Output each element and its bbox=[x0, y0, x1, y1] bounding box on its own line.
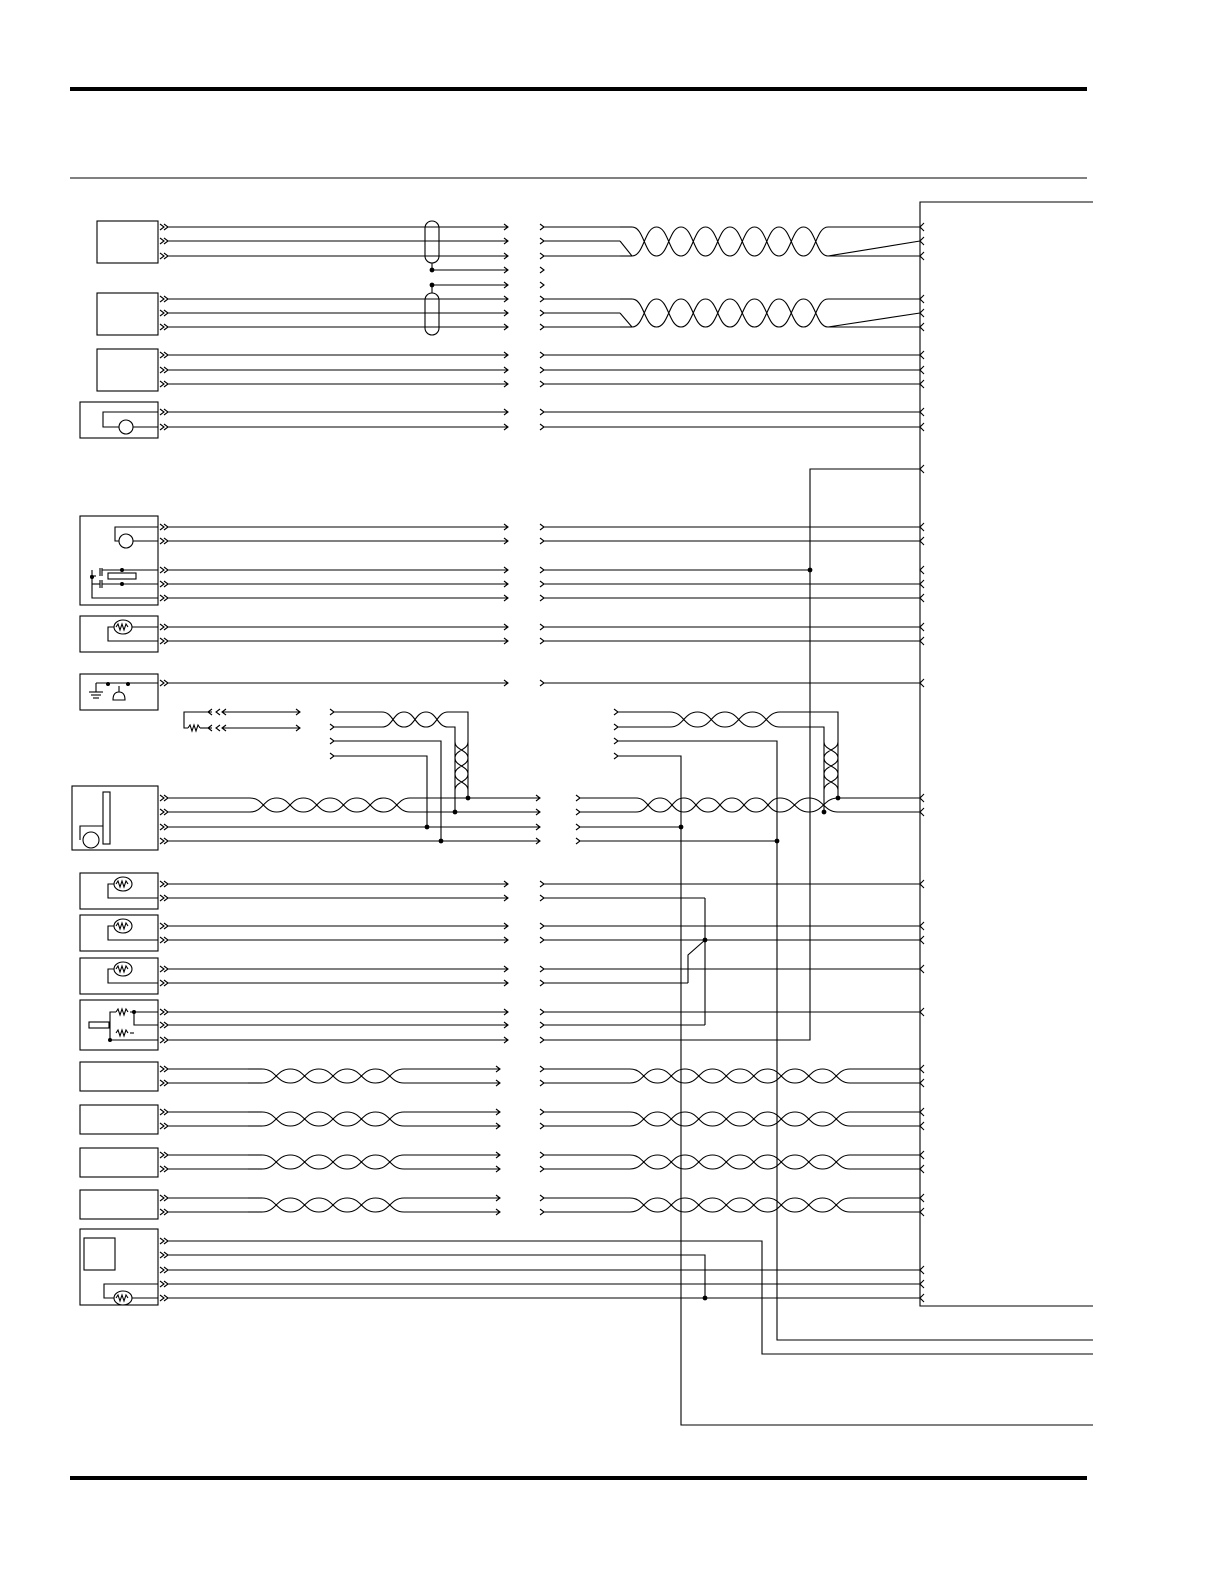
twisted-pair bbox=[262, 1155, 404, 1169]
connector-chevron bbox=[540, 1037, 544, 1043]
module-pin bbox=[920, 309, 924, 317]
wire bbox=[828, 313, 920, 327]
wire bbox=[620, 313, 632, 327]
connector-chevron bbox=[614, 709, 618, 715]
connector-chevron bbox=[540, 267, 544, 273]
connector-chevron bbox=[540, 1209, 544, 1215]
pin-chevron bbox=[160, 980, 168, 986]
pin-chevron bbox=[160, 937, 168, 943]
pin-chevron bbox=[160, 1123, 168, 1129]
wire bbox=[620, 241, 632, 256]
junction-dot bbox=[775, 839, 780, 844]
motor-unit bbox=[72, 786, 158, 850]
module-pin bbox=[920, 623, 924, 631]
connector-chevron bbox=[540, 538, 544, 544]
module-pin bbox=[920, 237, 924, 245]
connector-chevron bbox=[576, 824, 580, 830]
pin-chevron bbox=[160, 1267, 168, 1273]
pin-chevron bbox=[160, 1195, 168, 1201]
pin-chevron bbox=[160, 324, 168, 330]
pin-chevron bbox=[160, 409, 168, 415]
pin-chevron bbox=[160, 624, 168, 630]
combo-sensor bbox=[80, 1229, 158, 1305]
sensor-box-2 bbox=[97, 293, 158, 335]
module-pin bbox=[920, 223, 924, 231]
junction-dot bbox=[679, 825, 684, 830]
module-pin bbox=[920, 566, 924, 574]
connector-chevron bbox=[540, 937, 544, 943]
connector-chevron bbox=[540, 238, 544, 244]
connector-chevron bbox=[540, 253, 544, 259]
module-pin bbox=[920, 366, 924, 374]
pin-chevron bbox=[160, 1080, 168, 1086]
pin-chevron bbox=[160, 923, 168, 929]
wire-harness bbox=[168, 221, 1093, 1425]
connector-pins bbox=[160, 223, 924, 1302]
module-pin bbox=[920, 794, 924, 802]
connector-chevron bbox=[330, 724, 334, 730]
pin-chevron bbox=[160, 881, 168, 887]
pin-chevron bbox=[160, 966, 168, 972]
connector-chevron bbox=[540, 381, 544, 387]
thermistor-1 bbox=[80, 616, 158, 652]
combo-sensor-icon bbox=[84, 1238, 158, 1305]
sensor-box-1 bbox=[97, 221, 158, 263]
connector-chevron bbox=[540, 310, 544, 316]
connector-chevron bbox=[576, 809, 580, 815]
component-symbols bbox=[80, 412, 212, 1305]
module-pin bbox=[920, 880, 924, 888]
module-pin bbox=[920, 523, 924, 531]
pin-chevron bbox=[160, 1252, 168, 1258]
pin-chevron bbox=[160, 824, 168, 830]
pin-chevron bbox=[160, 1037, 168, 1043]
pin-chevron bbox=[160, 224, 168, 230]
comm-box-3 bbox=[80, 1148, 158, 1177]
connector-chevron bbox=[540, 1123, 544, 1129]
twisted-pair bbox=[630, 1069, 850, 1083]
module-pin bbox=[920, 351, 924, 359]
module-pin bbox=[920, 594, 924, 602]
junction-dot bbox=[430, 283, 435, 288]
connector-chevron bbox=[540, 296, 544, 302]
connector-chevron bbox=[540, 895, 544, 901]
pin-chevron bbox=[160, 638, 168, 644]
lamp-icon bbox=[103, 412, 158, 434]
twisted-bundle bbox=[632, 227, 828, 256]
pin-chevron bbox=[160, 381, 168, 387]
twisted-pair bbox=[262, 1112, 404, 1126]
connector-chevron bbox=[540, 1166, 544, 1172]
module-pin bbox=[920, 936, 924, 944]
connector-chevron bbox=[540, 595, 544, 601]
module-pin bbox=[920, 808, 924, 816]
module-pin bbox=[920, 380, 924, 388]
connector-chevron bbox=[540, 424, 544, 430]
module-pin bbox=[920, 637, 924, 645]
connector-chevron bbox=[614, 738, 618, 744]
junction-dot bbox=[439, 839, 444, 844]
module-pin bbox=[920, 922, 924, 930]
connector-chevron bbox=[540, 1066, 544, 1072]
connector-chevron bbox=[540, 1022, 544, 1028]
twisted-pair bbox=[262, 1198, 404, 1212]
module-pin bbox=[920, 1079, 924, 1087]
wire bbox=[334, 756, 427, 827]
connector-chevron bbox=[540, 352, 544, 358]
thermistor-4 bbox=[80, 958, 158, 994]
pin-chevron bbox=[160, 1009, 168, 1015]
junction-dot bbox=[430, 268, 435, 273]
twisted-pair bbox=[382, 712, 448, 727]
module-pin bbox=[920, 295, 924, 303]
connector-chevron bbox=[540, 638, 544, 644]
junction-dot bbox=[466, 796, 471, 801]
connector-chevron bbox=[540, 881, 544, 887]
wire bbox=[777, 841, 1093, 1340]
pin-chevron bbox=[160, 680, 168, 686]
module-pin bbox=[920, 1280, 924, 1288]
module-pin bbox=[920, 1122, 924, 1130]
potentiometer-icon bbox=[89, 1009, 158, 1042]
connector-chevron bbox=[540, 524, 544, 530]
connector-chevron bbox=[540, 923, 544, 929]
module-pin bbox=[920, 679, 924, 687]
wire bbox=[780, 712, 838, 798]
pin-chevron bbox=[160, 1066, 168, 1072]
pin-chevron bbox=[160, 238, 168, 244]
feeder-wire bbox=[544, 469, 920, 1040]
sensor-box-3 bbox=[97, 349, 158, 391]
thermistor-4-icon bbox=[108, 962, 158, 983]
connector-chevron bbox=[330, 738, 334, 744]
connector-chevron bbox=[540, 224, 544, 230]
pin-chevron bbox=[160, 595, 168, 601]
junction-dot bbox=[425, 825, 430, 830]
connector-chevron bbox=[614, 753, 618, 759]
module-pin bbox=[920, 1208, 924, 1216]
twisted-pair bbox=[630, 1112, 850, 1126]
pin-chevron bbox=[160, 567, 168, 573]
module-pin bbox=[920, 580, 924, 588]
junction-dot bbox=[836, 796, 841, 801]
comm-box-2 bbox=[80, 1105, 158, 1134]
control-module bbox=[920, 202, 1093, 1306]
twisted-pair bbox=[630, 1198, 850, 1212]
connector-chevron bbox=[540, 567, 544, 573]
pin-chevron bbox=[160, 1152, 168, 1158]
pin-chevron bbox=[160, 424, 168, 430]
pin-chevron bbox=[160, 352, 168, 358]
pin-chevron bbox=[160, 367, 168, 373]
connector-chevron bbox=[540, 1109, 544, 1115]
pin-chevron bbox=[160, 253, 168, 259]
junction-dot bbox=[703, 1296, 708, 1301]
twisted-pair bbox=[630, 1155, 850, 1169]
module-pin bbox=[920, 1008, 924, 1016]
twisted-pair bbox=[636, 798, 780, 812]
pin-chevron bbox=[160, 838, 168, 844]
junction-dot bbox=[822, 810, 827, 815]
vertical-twist bbox=[455, 742, 468, 790]
junction-dot bbox=[703, 938, 708, 943]
connector-chevron bbox=[330, 709, 334, 715]
comm-box-4 bbox=[80, 1190, 158, 1219]
module-pin bbox=[920, 323, 924, 331]
wire bbox=[618, 756, 1093, 1425]
connector-chevron bbox=[614, 724, 618, 730]
connector-chevron bbox=[330, 753, 334, 759]
connector-chevron bbox=[540, 1152, 544, 1158]
comm-box-1 bbox=[80, 1062, 158, 1091]
twisted-pair bbox=[250, 798, 410, 812]
connector-chevron bbox=[576, 795, 580, 801]
thermistor-3 bbox=[80, 915, 158, 951]
lamp-switch bbox=[80, 402, 158, 438]
connector-chevron bbox=[540, 1009, 544, 1015]
pin-chevron bbox=[160, 1295, 168, 1301]
module-pin bbox=[920, 1165, 924, 1173]
module-pin bbox=[920, 1065, 924, 1073]
pin-chevron bbox=[160, 809, 168, 815]
twisted-pair bbox=[670, 712, 780, 727]
module-pin bbox=[920, 408, 924, 416]
module-pin bbox=[920, 1266, 924, 1274]
module-pin bbox=[920, 1151, 924, 1159]
connector-chevron bbox=[540, 624, 544, 630]
module-pin bbox=[920, 465, 924, 473]
pin-chevron bbox=[160, 895, 168, 901]
pin-chevron bbox=[160, 538, 168, 544]
junction-dots bbox=[425, 268, 841, 1301]
pin-chevron bbox=[160, 1238, 168, 1244]
component-boxes bbox=[72, 221, 158, 1305]
twisted-pair bbox=[780, 798, 838, 812]
pin-chevron bbox=[160, 1209, 168, 1215]
twisted-bundle bbox=[632, 299, 828, 327]
pin-chevron bbox=[160, 524, 168, 530]
pin-chevron bbox=[160, 1281, 168, 1287]
module-pin bbox=[920, 965, 924, 973]
ground-switch-icon bbox=[89, 682, 158, 700]
connector-chevron bbox=[540, 980, 544, 986]
module-pin bbox=[920, 423, 924, 431]
module-pin bbox=[920, 1108, 924, 1116]
pin-chevron bbox=[160, 1109, 168, 1115]
connector-chevron bbox=[540, 1080, 544, 1086]
connector-chevron bbox=[540, 324, 544, 330]
wire bbox=[828, 241, 920, 256]
thermistor-3-icon bbox=[108, 919, 158, 940]
junction-dot bbox=[808, 568, 813, 573]
twisted-pairs bbox=[250, 227, 850, 1212]
connector-chevron bbox=[540, 1195, 544, 1201]
thermistor-2-icon bbox=[108, 877, 158, 898]
pin-chevron bbox=[160, 310, 168, 316]
connector-chevron bbox=[540, 680, 544, 686]
wire bbox=[688, 940, 705, 983]
thermistor-1-icon bbox=[108, 620, 158, 641]
module-pin bbox=[920, 1294, 924, 1302]
contact-switch-icon bbox=[90, 527, 158, 598]
pin-chevron bbox=[160, 1022, 168, 1028]
module-pin bbox=[920, 1194, 924, 1202]
connector-chevron bbox=[540, 409, 544, 415]
wire bbox=[448, 727, 455, 812]
pin-chevron bbox=[160, 1166, 168, 1172]
vertical-twist bbox=[824, 742, 838, 790]
wire bbox=[168, 1255, 705, 1298]
connector-chevron bbox=[540, 581, 544, 587]
pin-chevron bbox=[160, 581, 168, 587]
pin-chevron bbox=[160, 296, 168, 302]
junction-dot bbox=[453, 810, 458, 815]
twisted-pair bbox=[262, 1069, 404, 1083]
module-pin bbox=[920, 537, 924, 545]
motor-icon bbox=[80, 792, 110, 848]
pin-chevron bbox=[160, 795, 168, 801]
connector-chevron bbox=[540, 966, 544, 972]
connector-chevron bbox=[540, 282, 544, 288]
thermistor-2 bbox=[80, 873, 158, 909]
connector-chevron bbox=[576, 838, 580, 844]
module-pin bbox=[920, 252, 924, 260]
connector-chevron bbox=[540, 367, 544, 373]
